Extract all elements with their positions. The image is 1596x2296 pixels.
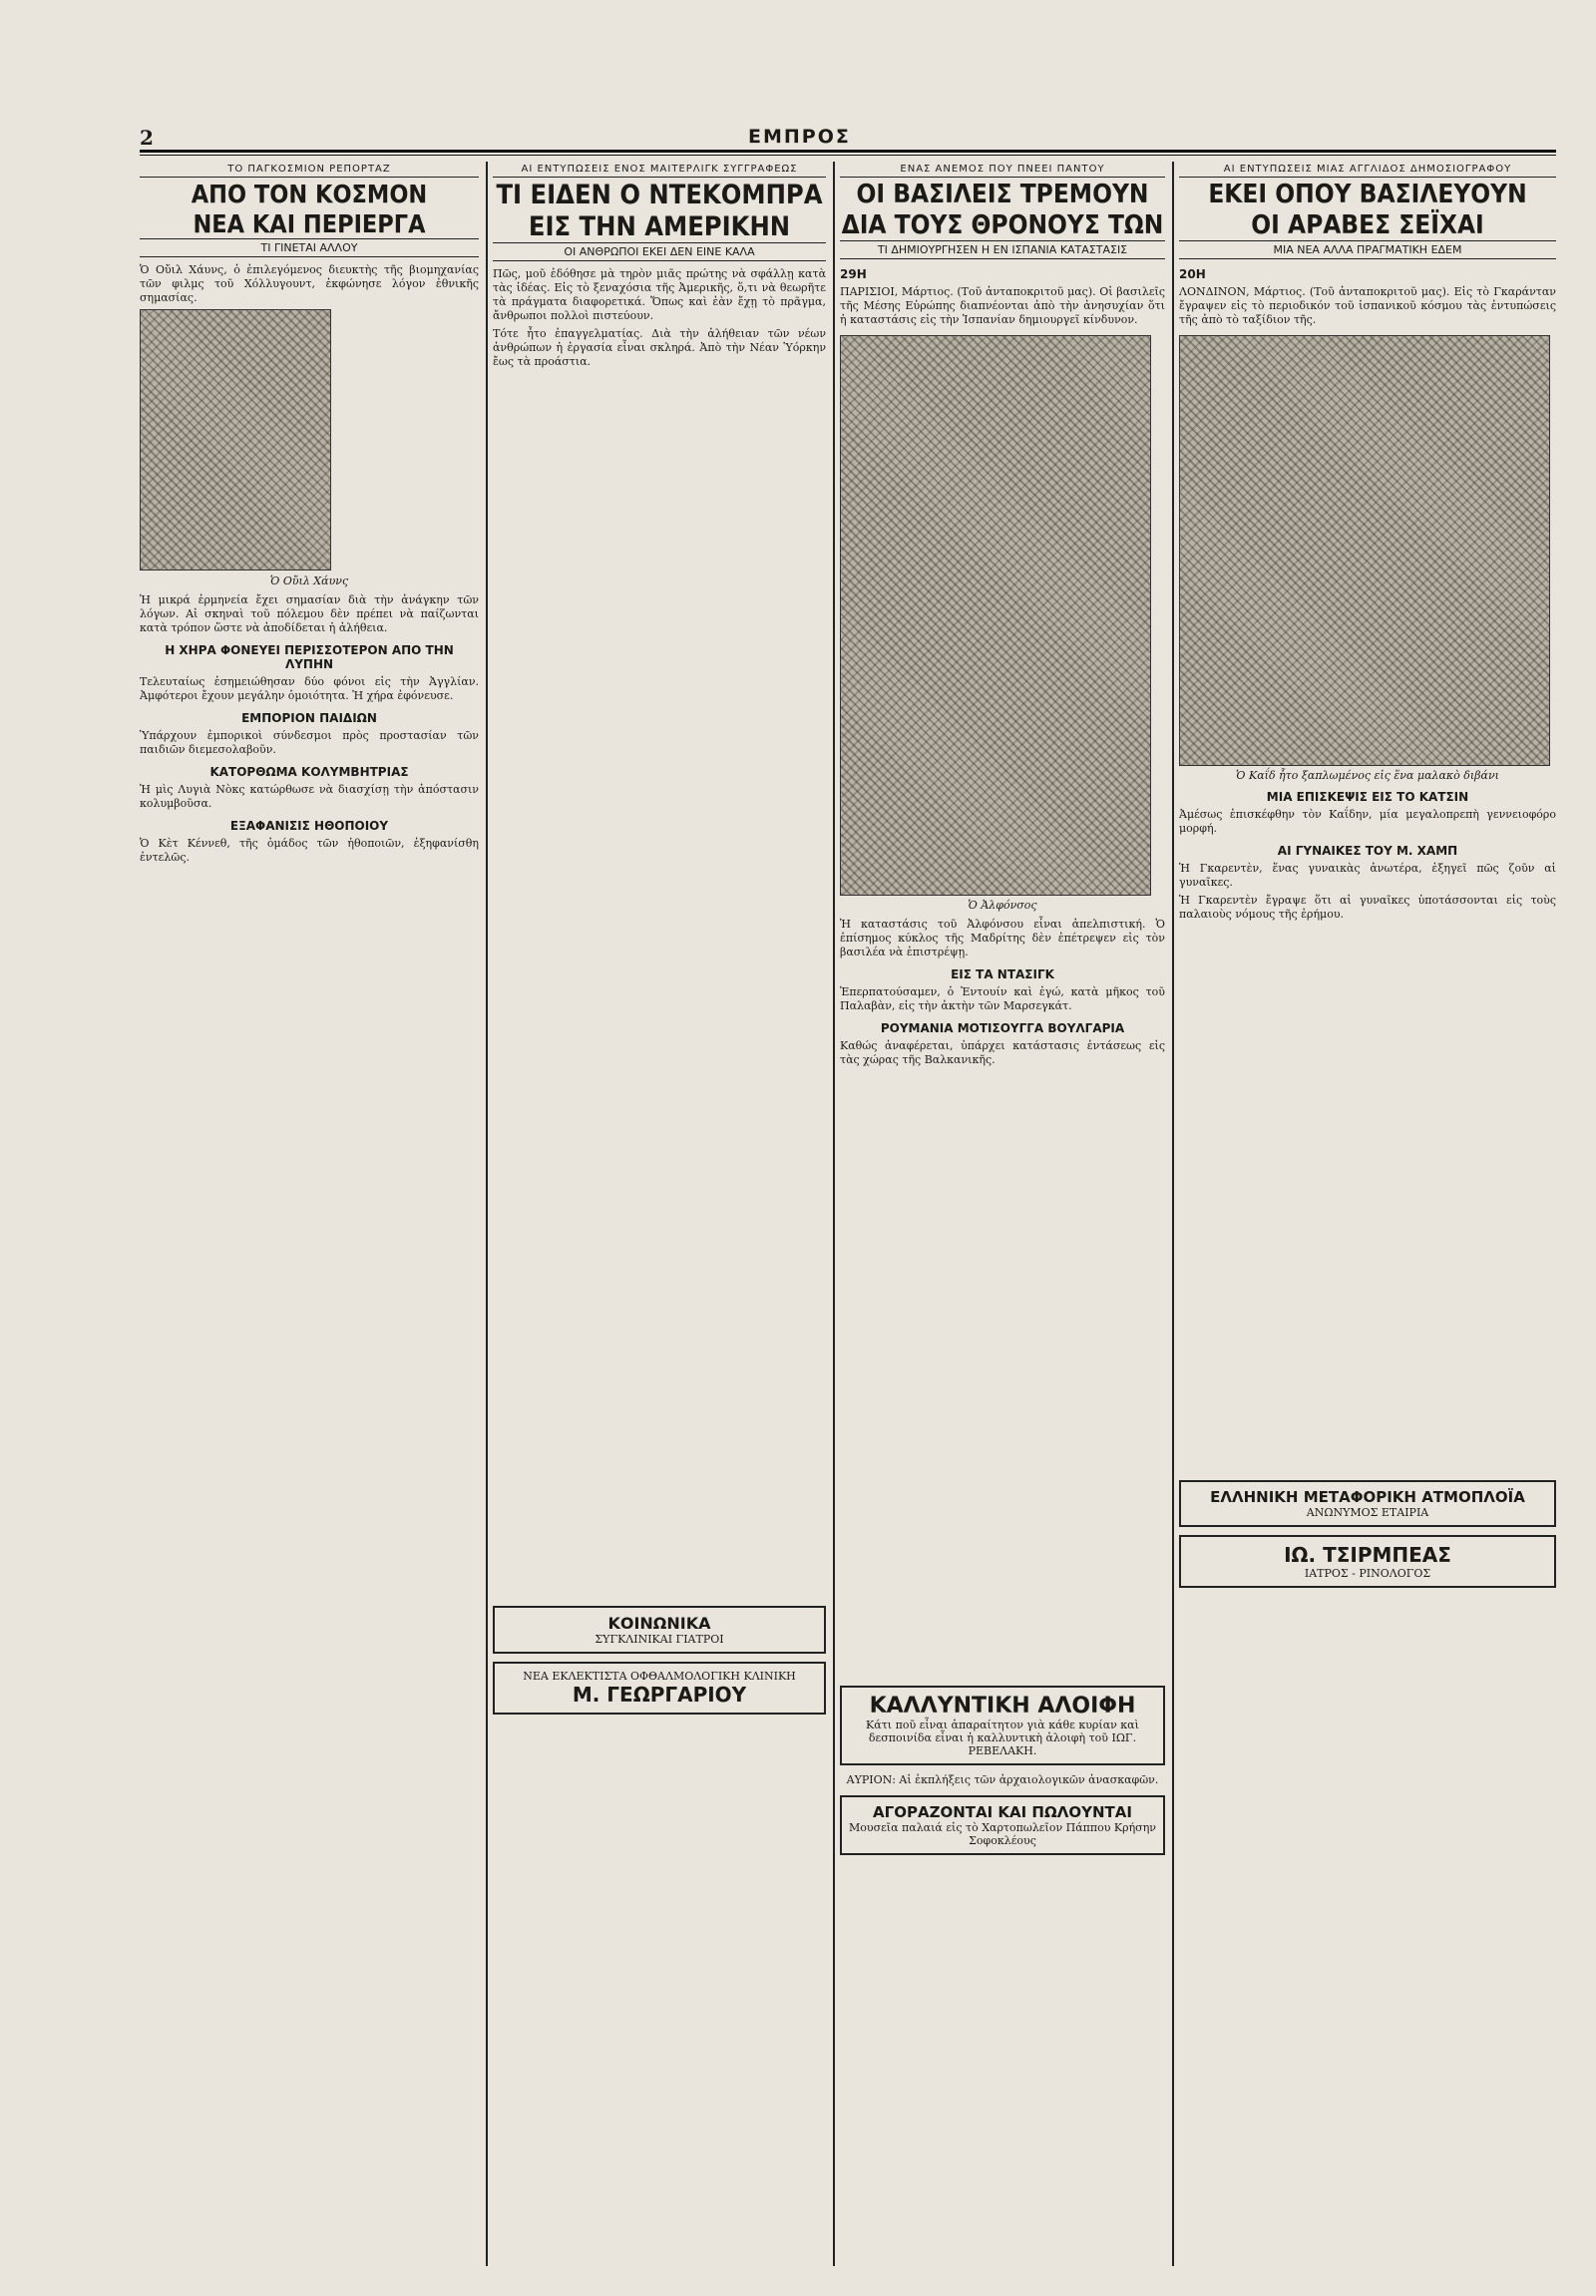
desert-illustration [1179,335,1550,766]
subhead: ΜΙΑ ΝΕΑ ΑΛΛΑ ΠΡΑΓΜΑΤΙΚΗ ΕΔΕΜ [1179,240,1556,259]
kicker: ΤΟ ΠΑΓΚΟΣΜΙΟΝ ΡΕΠΟΡΤΑΖ [140,162,479,178]
kicker: ΑΙ ΕΝΤΥΠΩΣΕΙΣ ΜΙΑΣ ΑΓΓΛΙΔΟΣ ΔΗΜΟΣΙΟΓΡΑΦΟΥ [1179,162,1556,178]
ad-title: Μ. ΓΕΩΡΓΑΡΙΟΥ [572,1683,747,1708]
section-heading: ΜΙΑ ΕΠΙΣΚΕΨΙΣ ΕΙΣ ΤΟ ΚΑΤΣΙΝ [1266,790,1469,805]
illustration-caption: Ὁ Ἀλφόνσος [968,899,1037,913]
section-text: Ὁ Κὲτ Κέννεθ, τῆς ὁμάδος τῶν ἠθοποιῶν, ἐξηφανίσθη ἐντελῶς. [140,837,479,864]
section-heading: ΡΟΥΜΑΝΙΑ ΜΟΤΙΣΟΥΓΓΑ ΒΟΥΛΓΑΡΙΑ [880,1021,1125,1036]
article-body: Πῶς, μοῦ ἐδόθησε μὰ τηρὸν μιᾶς πρώτης νὰ σφάλλῃ κατὰ τὰς ἰδέας. Εἰς τὸ ξεναχόσια τῆς Ἀμερικῆς, ὅ,τι νὰ θεωρῆτε τὰ πράγματα διαφορετικά. Ὅπως καὶ ἐὰν ἔχῃ τὸ πρᾶγμα, ἄνθρωποι πολλοὶ πιστεύουν. [493,267,826,323]
section-heading: ΚΑΤΟΡΘΩΜΑ ΚΟΛΥΜΒΗΤΡΙΑΣ [209,765,409,779]
ad-text: Κάτι ποῦ εἶναι ἀπαραίτητον γιὰ κάθε κυρίαν καὶ δεσποινίδα εἶναι ἡ καλλυντικὴ ἀλοιφὴ τοῦ ΙΩΓ. ΡΕΒΕΛΑΚΗ. [866,1719,1139,1758]
headline-2: ΔΙΑ ΤΟΥΣ ΘΡΟΝΟΥΣ ΤΩΝ [841,209,1164,240]
column-world-news [140,162,479,2266]
ad-text: Μουσεῖα παλαιά εἰς τὸ Χαρτοπωλεῖον Πάππου Κρήσην Σοφοκλέους [849,1821,1156,1848]
tomorrow-note: ΑΥΡΙΟΝ: Αἱ ἐκπλήξεις τῶν ἀρχαιολογικῶν ἀνασκαφῶν. [846,1773,1159,1787]
column-kings-thrones [840,162,1165,2266]
shipping-ad [1179,1480,1556,1527]
headline: ΕΚΕΙ ΟΠΟΥ ΒΑΣΙΛΕΥΟΥΝ [1208,180,1527,209]
subhead: ΟΙ ΑΝΘΡΩΠΟΙ ΕΚΕΙ ΔΕΝ ΕΙΝΕ ΚΑΛΑ [493,242,826,261]
ad-text: ΙΑΤΡΟΣ - ΡΙΝΟΛΟΓΟΣ [1304,1567,1431,1581]
ad-text: ΝΕΑ ΕΚΛΕΚΤΙΣΤΑ ΟΦΘΑΛΜΟΛΟΓΙΚΗ ΚΛΙΝΙΚΗ [523,1670,796,1684]
section-heading: ΕΜΠΟΡΙΟΝ ΠΑΙΔΙΩΝ [241,711,377,725]
article-body-2: Τότε ἦτο ἐπαγγελματίας. Διὰ τὴν ἀλήθειαν τῶν νέων ἀνθρώπων ἡ ἐργασία εἶναι σκληρά. Ἀπὸ τὴν Νέαν Ὑόρκην ἔως τὰ προάστια. [493,327,826,369]
ad-title: ΑΓΟΡΑΖΟΝΤΑΙ ΚΑΙ ΠΩΛΟΥΝΤΑΙ [873,1803,1132,1822]
column-divider [486,162,488,2266]
article-intro: Ὁ Οὔιλ Χάυνς, ὁ ἐπιλεγόμενος διευκτὴς τῆς βιομηχανίας τῶν φιλμς τοῦ Χόλλυγουντ, ἐκφώνησε λόγον ἐθνικῆς σημασίας. [140,263,479,304]
illustration-caption: Ὁ Καΐδ ἦτο ξαπλωμένος εἰς ἕνα μαλακὸ διβάνι [1236,769,1499,783]
section-text: Τελευταίως ἐσημειώθησαν δύο φόνοι εἰς τὴν Ἀγγλίαν. Ἀμφότεροι ἔχουν μεγάλην ὁμοιότητα. Ἡ χήρα ἐφόνευσε. [140,675,479,702]
column-decobra-america [493,162,826,2266]
buy-sell-ad [840,1795,1165,1855]
clinic-ad [493,1662,826,1715]
column-divider [833,162,835,2266]
section-heading: ΕΙΣ ΤΑ ΝΤΑΣΙΓΚ [951,967,1054,982]
ad-title: ΚΟΙΝΩΝΙΚΑ [607,1614,711,1634]
headline-2: ΝΕΑ ΚΑΙ ΠΕΡΙΕΡΓΑ [193,208,426,238]
ad-title: ΕΛΛΗΝΙΚΗ ΜΕΤΑΦΟΡΙΚΗ ΑΤΜΟΠΛΟΪΑ [1210,1488,1525,1507]
section-text: Καθώς ἀναφέρεται, ὑπάρχει κατάστασις ἐντάσεως εἰς τὰς χώρας τῆς Βαλκανικῆς. [840,1039,1165,1067]
kicker: ΑΙ ΕΝΤΥΠΩΣΕΙΣ ΕΝΟΣ ΜΑΙΤΕΡΛΙΓΚ ΣΥΓΓΡΑΦΕΩΣ [493,162,826,178]
section-text: Ἀμέσως ἐπισκέφθην τὸν Καΐδην, μία μεγαλοπρεπὴ γεννειοφόρο μορφή. [1179,808,1556,836]
paper-name: ΕΜΠΡΟΣ [748,126,851,148]
masthead-rule-thin [140,155,1556,156]
dateline: 20Η [1179,267,1206,282]
portrait-photo [140,309,331,571]
photo-caption: Ὁ Οὔιλ Χάυνς [269,574,349,587]
column-arab-sheikhs [1179,162,1556,2266]
section-text: Ἡ μὶς Λυγιὰ Νὸκς κατώρθωσε νὰ διασχίσῃ τὴν ἀπόστασιν κολυμβοῦσα. [140,783,479,810]
ad-text: ΑΝΩΝΥΜΟΣ ΕΤΑΙΡΙΑ [1306,1506,1429,1520]
article-body-2: Ἡ καταστάσις τοῦ Ἀλφόνσου εἶναι ἀπελπιστική. Ὁ ἐπίσημος κύκλος τῆς Μαδρίτης δὲν ἐπέτρεψεν εἰς τὸν βασιλέα νὰ ἐπιστρέψῃ. [840,918,1165,959]
section-text: Ἡ Γκαρεντὲν, ἕνας γυναικὰς ἀνωτέρα, ἐξηγεῖ πῶς ζοῦν αἱ γυναῖκες. [1179,862,1556,890]
social-ad [493,1606,826,1654]
section-heading: Η ΧΗΡΑ ΦΟΝΕΥΕΙ ΠΕΡΙΣΣΟΤΕΡΟΝ ΑΠΟ ΤΗΝ ΛΥΠΗΝ [165,643,454,671]
kicker: ΕΝΑΣ ΑΝΕΜΟΣ ΠΟΥ ΠΝΕΕΙ ΠΑΝΤΟΥ [840,162,1165,178]
column-divider [1172,162,1174,2266]
headline: ΑΠΟ ΤΟΝ ΚΟΣΜΟΝ [191,180,428,208]
subhead: ΤΙ ΓΙΝΕΤΑΙ ΑΛΛΟΥ [140,238,479,257]
page-number: 2 [140,126,154,150]
cartoon-illustration [840,335,1151,896]
ad-text: ΣΥΓΚΛΙΝΙΚΑΙ ΓΙΑΤΡΟΙ [595,1633,724,1647]
article-body-2: Ἡ Γκαρεντὲν ἔγραψε ὅτι αἱ γυναῖκες ὑποτάσσονται εἰς τοὺς παλαιοὺς νόμους τῆς ἐρήμου. [1179,894,1556,922]
subhead: ΤΙ ΔΗΜΙΟΥΡΓΗΣΕΝ Η ΕΝ ΙΣΠΑΝΙΑ ΚΑΤΑΣΤΑΣΙΣ [840,240,1165,259]
doctor-ad [1179,1535,1556,1588]
masthead [0,0,1596,150]
ad-title: ΙΩ. ΤΣΙΡΜΠΕΑΣ [1284,1543,1451,1568]
section-text: Ἐπερπατούσαμεν, ὁ Ἐντουίν καὶ ἐγώ, κατὰ μῆκος τοῦ Παλαβὰν, εἰς τὴν ἀκτὴν τῶν Μαρσεγκάτ. [840,985,1165,1013]
article-body: Ἡ μικρά ἐρμηνεία ἔχει σημασίαν διὰ τὴν ἀνάγκην τῶν λόγων. Αἱ σκηναὶ τοῦ πόλεμου δὲν πρέπει νὰ παίζωνται κατὰ τρόπον ὥστε νὰ ἀποδίδεται ἡ ἀλήθεια. [140,593,479,634]
ad-title: ΚΑΛΛΥΝΤΙΚΗ ΑΛΟΙΦΗ [869,1694,1136,1720]
section-heading: ΕΞΑΦΑΝΙΣΙΣ ΗΘΟΠΟΙΟΥ [229,819,389,833]
section-heading: ΑΙ ΓΥΝΑΙΚΕΣ ΤΟΥ Μ. ΧΑΜΠ [1277,844,1458,859]
cosmetic-ad [840,1686,1165,1765]
article-body: ΛΟΝΔΙΝΟΝ, Μάρτιος. (Τοῦ ἀνταποκριτοῦ μας). Εἰς τὸ Γκαράνταν ἔγραψεν εἰς τὸ περιοδικόν τοῦ ἰσπανικοῦ κόσμου τὰς ἐντυπώσεις τῆς ἀπὸ τὸ ταξίδιον τῆς. [1179,285,1556,327]
headline-2: ΟΙ ΑΡΑΒΕΣ ΣΕΪΧΑΙ [1251,209,1484,240]
masthead-rule [140,150,1556,153]
headline: ΟΙ ΒΑΣΙΛΕΙΣ ΤΡΕΜΟΥΝ [856,180,1149,209]
section-text: Ὑπάρχουν ἐμπορικοὶ σύνδεσμοι πρὸς προστασίαν τῶν παιδιῶν διεμεσολαβοῦν. [140,729,479,756]
headline-2: ΕΙΣ ΤΗΝ ΑΜΕΡΙΚΗΝ [528,210,791,242]
article-body: ΠΑΡΙΣΙΟΙ, Μάρτιος. (Τοῦ ἀνταποκριτοῦ μας). Οἱ βασιλεῖς τῆς Μέσης Εὐρώπης διαπνέονται ἀπὸ τὴν ἀνησυχίαν ὅτι ἡ καταστάσις εἰς τὴν Ἱσπανίαν δημιουργεῖ κίνδυνον. [840,285,1165,327]
headline: ΤΙ ΕΙΔΕΝ Ο ΝΤΕΚΟΜΠΡΑ [496,180,823,210]
dateline: 29Η [840,267,867,282]
